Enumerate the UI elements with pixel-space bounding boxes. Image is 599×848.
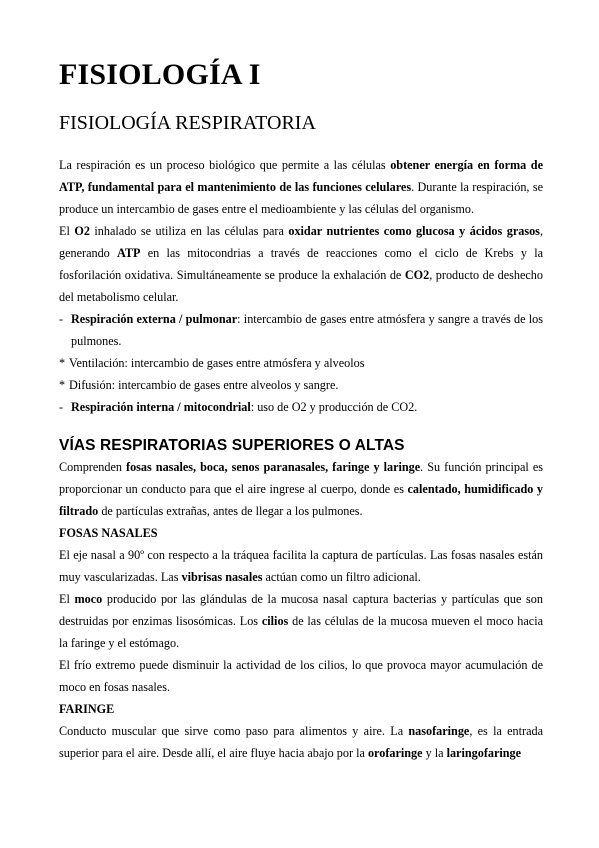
text-run: El eje nasal a 90º con respecto a la tráquea facilita la captura de partículas. Las fosas nasales están muy vascularizadas. Las (59, 548, 543, 584)
bold-run: nasofaringe (408, 724, 470, 738)
bullet-difusion (59, 374, 543, 396)
text-run: , generando (59, 224, 543, 260)
faringe-paragraph (59, 720, 543, 764)
dash-marker: - (59, 312, 64, 326)
bold-run: orofaringe (367, 746, 423, 760)
asterisk-marker: * (59, 378, 66, 392)
fosas-paragraph-3: El frío extremo puede disminuir la actividad de los cilios, lo que provoca mayor acumulación de moco en fosas nasales. (59, 658, 543, 694)
intro-paragraph-2 (59, 220, 543, 308)
bold-run: fosas nasales, boca, senos paranasales, faringe y laringe (126, 460, 421, 474)
bold-run: moco (74, 592, 103, 606)
bullet-text (71, 308, 543, 352)
text-run: : intercambio de gases entre atmósfera y sangre a través de los pulmones. (71, 312, 543, 348)
text-run: . Durante la respiración, se produce un intercambio de gases entre el medioambiente y las células del organismo. (59, 180, 543, 216)
bold-run: vibrisas nasales (181, 570, 263, 584)
bold-run: obtener energía en forma de ATP, fundamental para el mantenimiento de las funciones celulares (59, 158, 543, 194)
text-run: , es la entrada superior para el aire. Desde allí, el aire fluye hacia abajo por la (59, 724, 544, 760)
section-paragraph (59, 456, 543, 522)
bullet-text: Difusión: intercambio de gases entre alveolos y sangre. (69, 378, 339, 392)
bullet-text: Ventilación: intercambio de gases entre atmósfera y alveolos (69, 356, 365, 370)
text-run: de partículas extrañas, antes de llegar a los pulmones. (98, 504, 363, 518)
text-run: Conducto muscular que sirve como paso para alimentos y aire. La (59, 724, 409, 738)
bold-run: ATP (117, 246, 141, 260)
document-subtitle: FISIOLOGÍA RESPIRATORIA (59, 112, 316, 134)
bold-run: laringofaringe (446, 746, 522, 760)
text-run: de las células de la mucosa mueven el moco hacia la faringe y el estómago. (59, 614, 543, 650)
bold-run: calentado, humidificado y filtrado (59, 482, 543, 518)
document-title: FISIOLOGÍA I (59, 58, 261, 91)
bold-run: O2 (74, 224, 90, 238)
bold-run: oxidar nutrientes como glucosa y ácidos grasos (288, 224, 540, 238)
bold-run: Respiración externa / pulmonar (71, 312, 238, 326)
fosas-paragraph-1 (59, 544, 543, 588)
fosas-paragraph-2 (59, 588, 543, 654)
dash-marker: - (59, 400, 64, 414)
text-run: y la (422, 746, 447, 760)
bold-run: CO2 (404, 268, 430, 282)
text-run: inhalado se utiliza en las células para (89, 224, 289, 238)
faringe-heading: FARINGE (59, 702, 115, 716)
text-run: producido por las glándulas de la mucosa nasal captura bacterias y partículas que son destruidas por enzimas lisosómicas. Los (59, 592, 543, 628)
text-run: . Su función principal es proporcionar un conducto para que el aire ingrese al cuerpo, donde es (59, 460, 543, 496)
section-heading: VÍAS RESPIRATORIAS SUPERIORES O ALTAS (59, 437, 405, 454)
bullet-text (71, 400, 417, 414)
bold-run: Respiración interna / mitocondrial (71, 400, 251, 414)
intro-paragraph-1 (59, 154, 543, 220)
asterisk-marker: * (59, 356, 66, 370)
fosas-nasales-heading: FOSAS NASALES (59, 526, 158, 540)
bullet-respiracion-externa (59, 308, 543, 352)
text-run: El (59, 224, 75, 238)
text-run: El (59, 592, 75, 606)
text-run: Comprenden (59, 460, 127, 474)
bold-run: cilios (261, 614, 289, 628)
bullet-ventilacion (59, 352, 543, 374)
text-run: en las mitocondrias a través de reacciones como el ciclo de Krebs y la fosforilación oxidativa. Simultáneamente se produce la exhalación de (59, 246, 543, 282)
text-run: La respiración es un proceso biológico que permite a las células (59, 158, 391, 172)
text-run: actúan como un filtro adicional. (262, 570, 421, 584)
bullet-respiracion-interna (59, 396, 543, 418)
text-run: : uso de O2 y producción de CO2. (250, 400, 418, 414)
text-run: , producto de deshecho del metabolismo celular. (59, 268, 543, 304)
document-content (59, 56, 543, 764)
